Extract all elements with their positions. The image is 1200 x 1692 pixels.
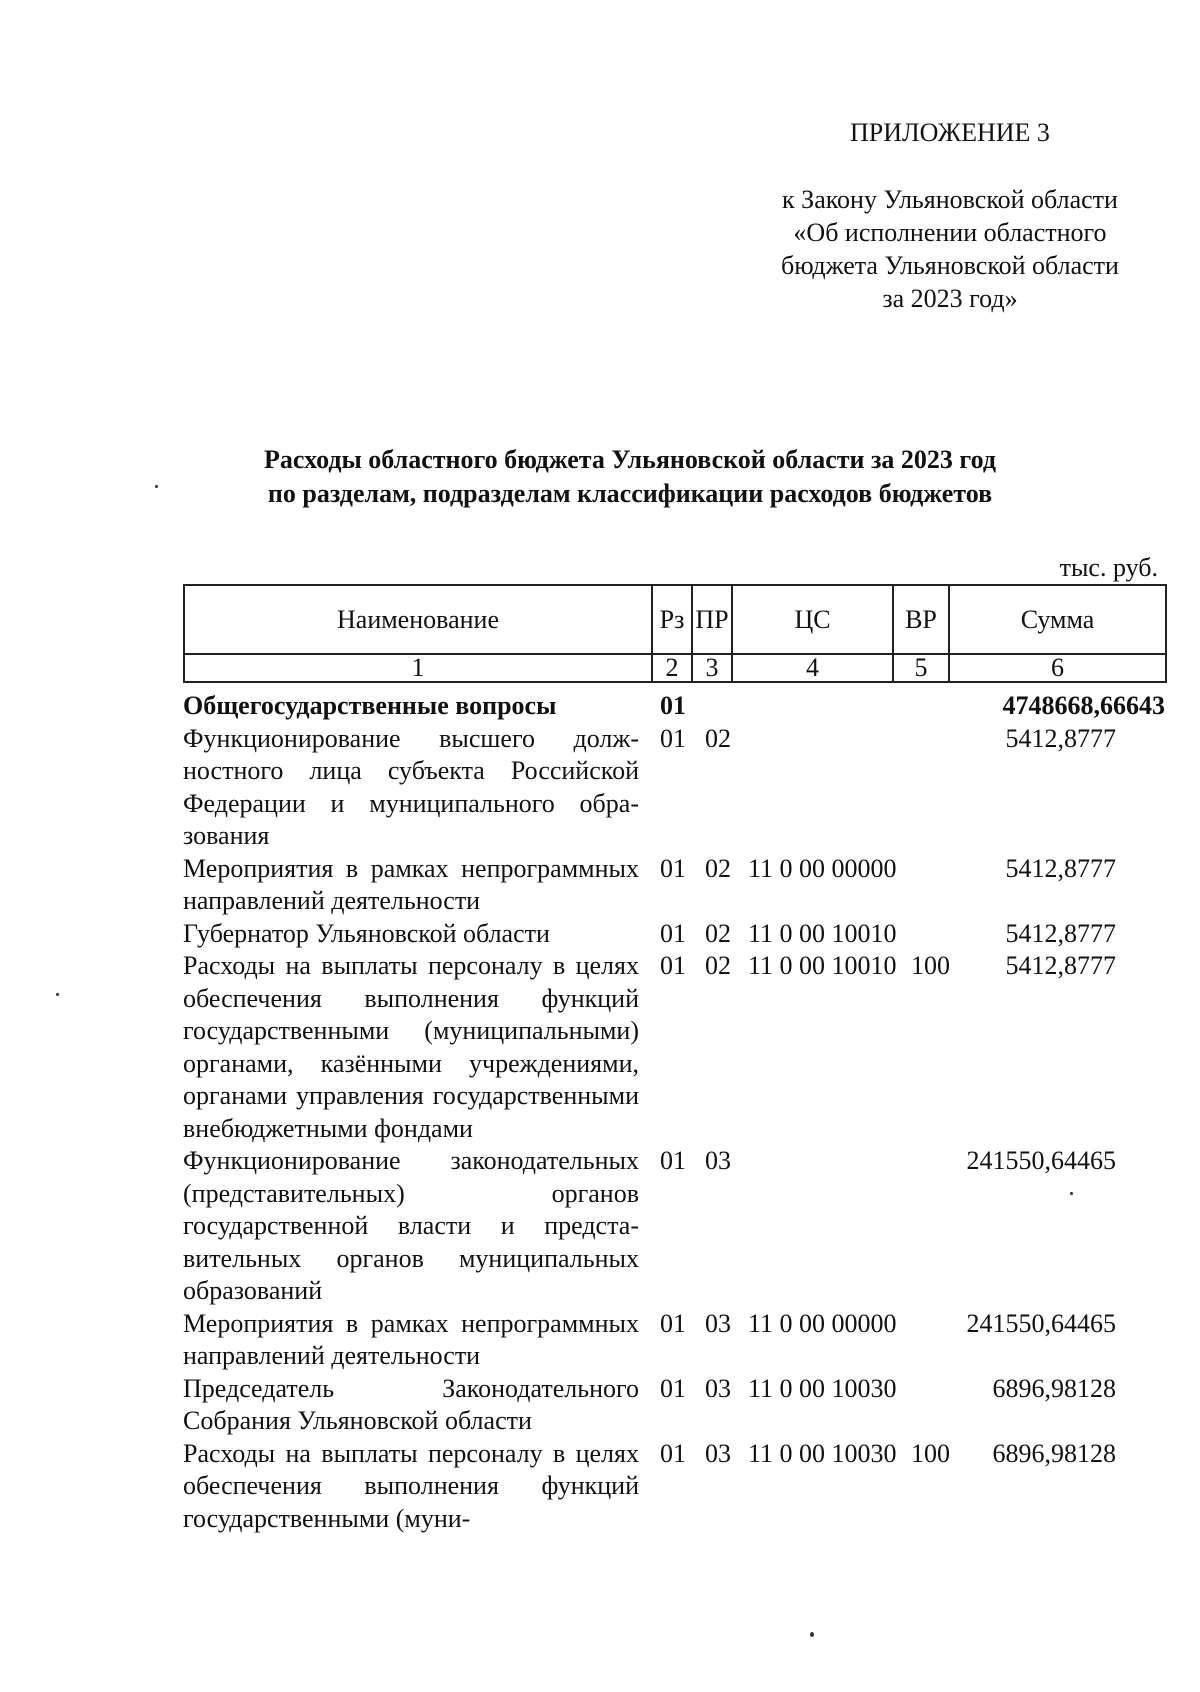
- row-sum: 5412,8777: [1005, 951, 1116, 980]
- document-title-line: Расходы областного бюджета Ульяновской области за 2023 год: [264, 445, 996, 474]
- column-number: 4: [732, 654, 893, 682]
- appendix-title: ПРИЛОЖЕНИЕ 3: [850, 118, 1050, 147]
- document-title: [180, 443, 1080, 511]
- row-pr: 02: [705, 723, 731, 753]
- document-title-line: по разделам, подразделам классификации расходов бюджетов: [267, 479, 993, 508]
- row-name: Председатель Законодательного Собрания Ульяновской области: [183, 1373, 639, 1435]
- table-row: [183, 853, 1165, 918]
- table-row: [183, 723, 1165, 853]
- row-name: Функционирование законодательных (представительных) органов государственной власти и представительных органов муниципальных образований: [183, 1146, 639, 1305]
- row-rz: 01: [660, 1438, 686, 1468]
- column-number: 2: [652, 654, 692, 682]
- row-sum: 4748668,66643: [1002, 691, 1165, 720]
- column-number: 1: [184, 654, 652, 682]
- law-reference: [740, 183, 1160, 315]
- table-row: [183, 1308, 1165, 1373]
- column-number: 3: [692, 654, 732, 682]
- row-name: Расходы на выплаты персоналу в целях обеспечения выполнения функций государственными (муни-: [183, 1438, 639, 1533]
- law-reference-line: «Об исполнении областного: [793, 218, 1107, 247]
- row-sum: 6896,98128: [992, 1438, 1116, 1468]
- header-row: [184, 585, 1166, 654]
- column-number-row: [184, 654, 1166, 682]
- row-sum: 241550,64465: [966, 1146, 1116, 1175]
- table-row: [183, 950, 1165, 1145]
- row-pr: 03: [705, 1373, 731, 1403]
- row-name: Мероприятия в рамках непрограммных направлений деятельности: [183, 1308, 639, 1370]
- row-pr: 03: [705, 1308, 731, 1338]
- row-cs: 11 0 00 10030: [748, 1438, 897, 1468]
- row-name: Расходы на выплаты персоналу в целях обеспечения выполнения функций государственными (муниципальными) органами, казёнными учреждениями, органами управления государственными внебюджетными фондами: [183, 951, 639, 1143]
- row-name: Общегосударственные вопросы: [183, 691, 557, 720]
- row-sum: 5412,8777: [1005, 853, 1116, 883]
- scan-speck: [56, 993, 59, 996]
- row-pr: 03: [705, 1146, 731, 1175]
- column-number: 6: [949, 654, 1166, 682]
- column-header-name: Наименование: [184, 585, 652, 654]
- row-vr: 100: [911, 951, 950, 980]
- row-rz: 01: [660, 1308, 686, 1338]
- row-rz: 01: [660, 723, 686, 753]
- row-sum: 241550,64465: [966, 1308, 1116, 1338]
- row-cs: 11 0 00 10010: [748, 951, 897, 980]
- law-reference-line: бюджета Ульяновской области: [781, 251, 1119, 280]
- row-cs: 11 0 00 10030: [748, 1373, 897, 1403]
- column-header-rz: Рз: [652, 585, 692, 654]
- table-header: [183, 584, 1167, 683]
- column-header-pr: ПР: [692, 585, 732, 654]
- row-rz: 01: [660, 853, 686, 883]
- column-number: 5: [893, 654, 949, 682]
- row-vr: 100: [911, 1438, 950, 1468]
- law-reference-line: к Закону Ульяновской области: [782, 185, 1118, 214]
- table-row: [183, 1145, 1165, 1308]
- row-cs: 11 0 00 00000: [748, 853, 897, 883]
- row-rz: 01: [660, 951, 686, 980]
- row-name: Функционирование высшего должностного лица субъекта Российской Федерации и муниципального образования: [183, 723, 639, 850]
- table-row: [183, 690, 1165, 723]
- column-header-cs: ЦС: [732, 585, 893, 654]
- column-header-sum: Сумма: [949, 585, 1166, 654]
- row-name: Мероприятия в рамках непрограммных направлений деятельности: [183, 853, 639, 915]
- table-row: [183, 1373, 1165, 1438]
- row-pr: 02: [705, 853, 731, 883]
- row-sum: 5412,8777: [1005, 918, 1116, 948]
- law-reference-line: за 2023 год»: [882, 284, 1018, 313]
- row-sum: 5412,8777: [1005, 723, 1116, 753]
- row-cs: 11 0 00 00000: [748, 1308, 897, 1338]
- row-pr: 03: [705, 1438, 731, 1468]
- scan-speck: [155, 485, 158, 488]
- row-cs: 11 0 00 10010: [748, 918, 897, 948]
- row-name: Губернатор Ульяновской области: [183, 918, 550, 948]
- row-rz: 01: [660, 691, 686, 720]
- scan-speck: [1070, 1192, 1073, 1195]
- expenditure-list: [183, 690, 1165, 1535]
- column-header-vr: ВР: [893, 585, 949, 654]
- row-rz: 01: [660, 1146, 686, 1175]
- scan-speck: [810, 1632, 814, 1637]
- table-row: [183, 1438, 1165, 1536]
- units-label: тыс. руб.: [1059, 553, 1158, 582]
- row-rz: 01: [660, 918, 686, 948]
- row-pr: 02: [705, 918, 731, 948]
- row-sum: 6896,98128: [992, 1373, 1116, 1403]
- table-row: [183, 918, 1165, 951]
- row-pr: 02: [705, 951, 731, 980]
- row-rz: 01: [660, 1373, 686, 1403]
